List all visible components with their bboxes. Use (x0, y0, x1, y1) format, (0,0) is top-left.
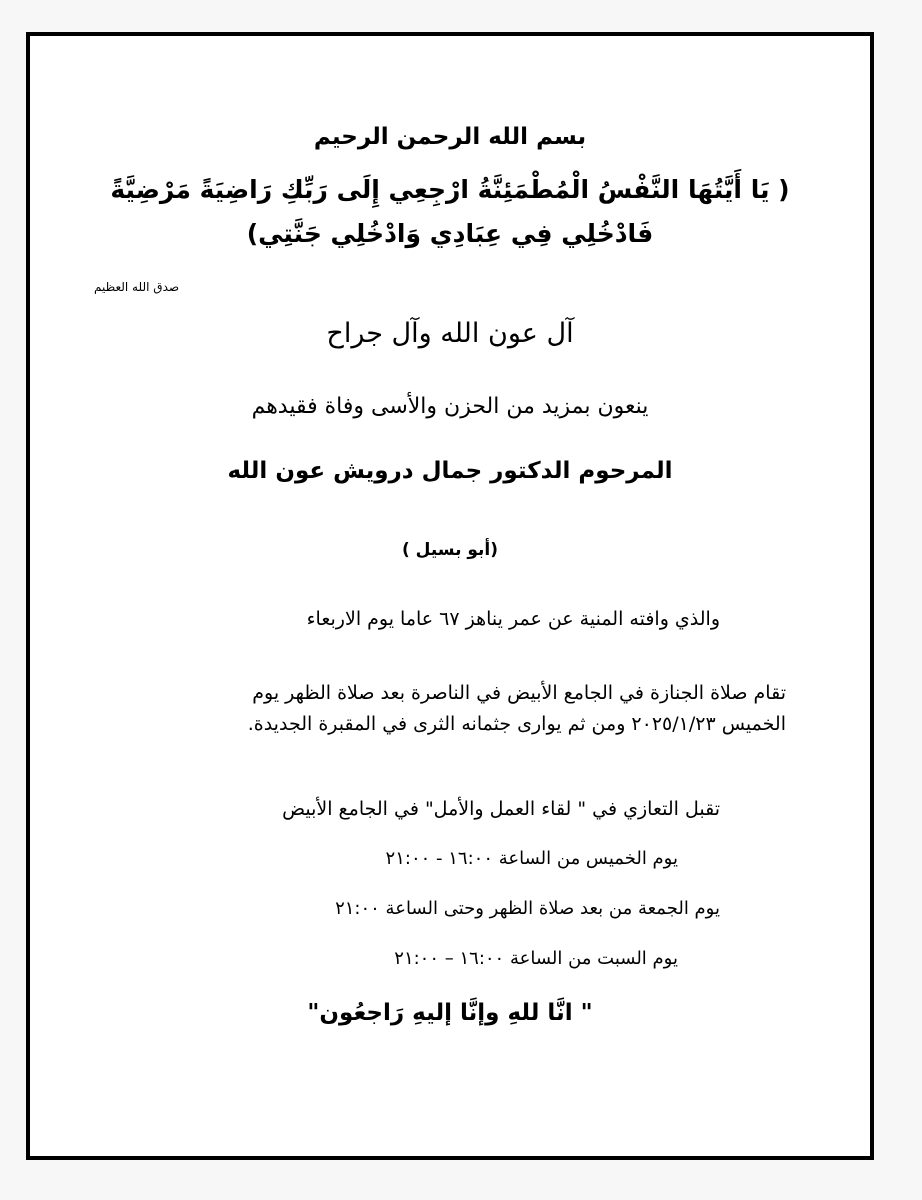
closing-verse: " انَّا للهِ وإنَّا إليهِ رَاجعُون" (307, 1000, 593, 1026)
announcement-text: ينعون بمزيد من الحزن والأسى وفاة فقيدهم (251, 394, 649, 419)
funeral-line-2: الخميس ٢٠٢٥/١/٢٣ ومن ثم يوارى جثمانه الثرى في المقبرة الجديدة. (247, 713, 786, 735)
funeral-details (248, 678, 786, 740)
condolence-day-saturday: يوم السبت من الساعة ١٦:٠٠ – ٢١:٠٠ (394, 948, 678, 969)
basmala: بسم الله الرحمن الرحيم (313, 124, 587, 150)
sadaq-text: صدق الله العظيم (94, 280, 180, 294)
obituary-page (26, 32, 874, 1160)
deceased-name: المرحوم الدكتور جمال درويش عون الله (227, 458, 673, 484)
condolence-day-thursday: يوم الخميس من الساعة ١٦:٠٠ - ٢١:٠٠ (385, 848, 678, 869)
condolences-title: تقبل التعازي في " لقاء العمل والأمل" في الجامع الأبيض (282, 798, 720, 820)
verse-line-1: ( يَا أَيَّتُهَا النَّفْسُ الْمُطْمَئِنَّةُ ارْجِعِي إِلَى رَبِّكِ رَاضِيَةً مَرْضِيَّةً (110, 175, 790, 204)
quran-verse (30, 168, 870, 256)
funeral-line-1: تقام صلاة الجنازة في الجامع الأبيض في الناصرة بعد صلاة الظهر يوم (252, 682, 786, 704)
passed-away-text: والذي وافته المنية عن عمر يناهز ٦٧ عاما يوم الاربعاء (306, 608, 720, 630)
deceased-nickname: (أبو بسيل ) (401, 540, 499, 560)
families-heading: آل عون الله وآل جراح (326, 318, 574, 349)
condolence-day-friday: يوم الجمعة من بعد صلاة الظهر وحتى الساعة ٢١:٠٠ (335, 898, 720, 919)
verse-line-2: فَادْخُلِي فِي عِبَادِي وَادْخُلِي جَنَّتِي) (246, 219, 654, 248)
